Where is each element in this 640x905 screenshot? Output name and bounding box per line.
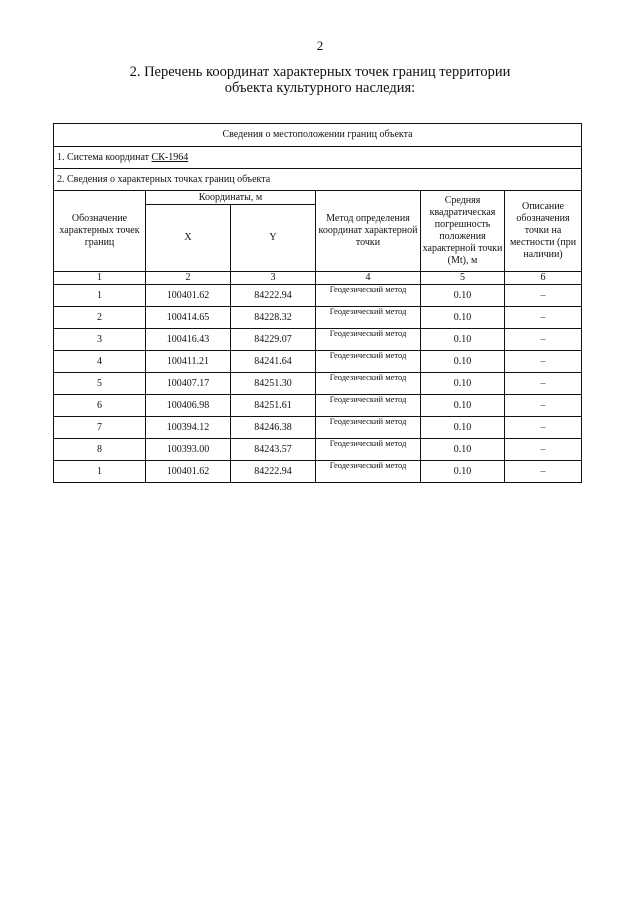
error-cell: 0.10 bbox=[421, 307, 505, 329]
header-error: Средняя квадратическая погрешность положения характерной точки (Мt), м bbox=[421, 191, 505, 272]
error-cell: 0.10 bbox=[421, 461, 505, 483]
point-cell: 1 bbox=[54, 285, 146, 307]
y-cell: 84246.38 bbox=[231, 417, 316, 439]
method-cell: Геодезический метод bbox=[316, 329, 421, 351]
x-cell: 100414.65 bbox=[146, 307, 231, 329]
method-cell: Геодезический метод bbox=[316, 285, 421, 307]
point-cell: 5 bbox=[54, 373, 146, 395]
y-cell: 84243.57 bbox=[231, 439, 316, 461]
header-x: X bbox=[146, 205, 231, 272]
column-number: 5 bbox=[421, 272, 505, 285]
table-row bbox=[54, 395, 582, 417]
description-cell: – bbox=[505, 285, 582, 307]
table-row bbox=[54, 461, 582, 483]
section-title: Сведения о местоположении границ объекта bbox=[54, 124, 582, 147]
method-cell: Геодезический метод bbox=[316, 373, 421, 395]
description-cell: – bbox=[505, 461, 582, 483]
coord-system-value: СК-1964 bbox=[151, 151, 189, 163]
header-method: Метод определения координат характерной точки bbox=[316, 191, 421, 272]
description-cell: – bbox=[505, 351, 582, 373]
point-cell: 4 bbox=[54, 351, 146, 373]
method-cell: Геодезический метод bbox=[316, 461, 421, 483]
header-description: Описание обозначения точки на местности (при наличии) bbox=[505, 191, 582, 272]
page-number: 2 bbox=[316, 38, 324, 53]
x-cell: 100406.98 bbox=[146, 395, 231, 417]
table-row bbox=[54, 439, 582, 461]
column-numbers-row bbox=[54, 272, 582, 285]
heading-line-1: 2. Перечень координат характерных точек границ территории bbox=[129, 64, 511, 80]
y-cell: 84251.30 bbox=[231, 373, 316, 395]
x-cell: 100393.00 bbox=[146, 439, 231, 461]
coord-system-label: 1. Система координат bbox=[57, 151, 152, 163]
table-row bbox=[54, 351, 582, 373]
method-cell: Геодезический метод bbox=[316, 417, 421, 439]
points-title: 2. Сведения о характерных точках границ объекта bbox=[54, 169, 582, 191]
table-row bbox=[54, 307, 582, 329]
method-cell: Геодезический метод bbox=[316, 351, 421, 373]
description-cell: – bbox=[505, 439, 582, 461]
point-cell: 3 bbox=[54, 329, 146, 351]
error-cell: 0.10 bbox=[421, 395, 505, 417]
table-row bbox=[54, 285, 582, 307]
header-y: Y bbox=[231, 205, 316, 272]
column-number: 1 bbox=[54, 272, 146, 285]
error-cell: 0.10 bbox=[421, 373, 505, 395]
column-number: 2 bbox=[146, 272, 231, 285]
error-cell: 0.10 bbox=[421, 285, 505, 307]
table-row bbox=[54, 329, 582, 351]
description-cell: – bbox=[505, 307, 582, 329]
error-cell: 0.10 bbox=[421, 329, 505, 351]
column-number: 4 bbox=[316, 272, 421, 285]
coordinates-table bbox=[53, 123, 582, 483]
description-cell: – bbox=[505, 373, 582, 395]
coord-system-cell bbox=[54, 147, 582, 169]
x-cell: 100407.17 bbox=[146, 373, 231, 395]
x-cell: 100416.43 bbox=[146, 329, 231, 351]
header-coords-group: Координаты, м bbox=[146, 191, 316, 205]
table-row bbox=[54, 417, 582, 439]
heading-line-2: объекта культурного наследия: bbox=[224, 80, 416, 96]
x-cell: 100401.62 bbox=[146, 285, 231, 307]
x-cell: 100401.62 bbox=[146, 461, 231, 483]
point-cell: 8 bbox=[54, 439, 146, 461]
y-cell: 84222.94 bbox=[231, 285, 316, 307]
point-cell: 6 bbox=[54, 395, 146, 417]
error-cell: 0.10 bbox=[421, 417, 505, 439]
error-cell: 0.10 bbox=[421, 351, 505, 373]
y-cell: 84241.64 bbox=[231, 351, 316, 373]
y-cell: 84228.32 bbox=[231, 307, 316, 329]
method-cell: Геодезический метод bbox=[316, 307, 421, 329]
point-cell: 2 bbox=[54, 307, 146, 329]
description-cell: – bbox=[505, 417, 582, 439]
y-cell: 84222.94 bbox=[231, 461, 316, 483]
description-cell: – bbox=[505, 329, 582, 351]
header-point-label: Обозначение характерных точек границ bbox=[54, 191, 146, 272]
y-cell: 84251.61 bbox=[231, 395, 316, 417]
method-cell: Геодезический метод bbox=[316, 439, 421, 461]
column-number: 6 bbox=[505, 272, 582, 285]
point-cell: 7 bbox=[54, 417, 146, 439]
x-cell: 100411.21 bbox=[146, 351, 231, 373]
y-cell: 84229.07 bbox=[231, 329, 316, 351]
error-cell: 0.10 bbox=[421, 439, 505, 461]
column-number: 3 bbox=[231, 272, 316, 285]
document-heading bbox=[100, 64, 540, 96]
method-cell: Геодезический метод bbox=[316, 395, 421, 417]
x-cell: 100394.12 bbox=[146, 417, 231, 439]
description-cell: – bbox=[505, 395, 582, 417]
table-row bbox=[54, 373, 582, 395]
point-cell: 1 bbox=[54, 461, 146, 483]
